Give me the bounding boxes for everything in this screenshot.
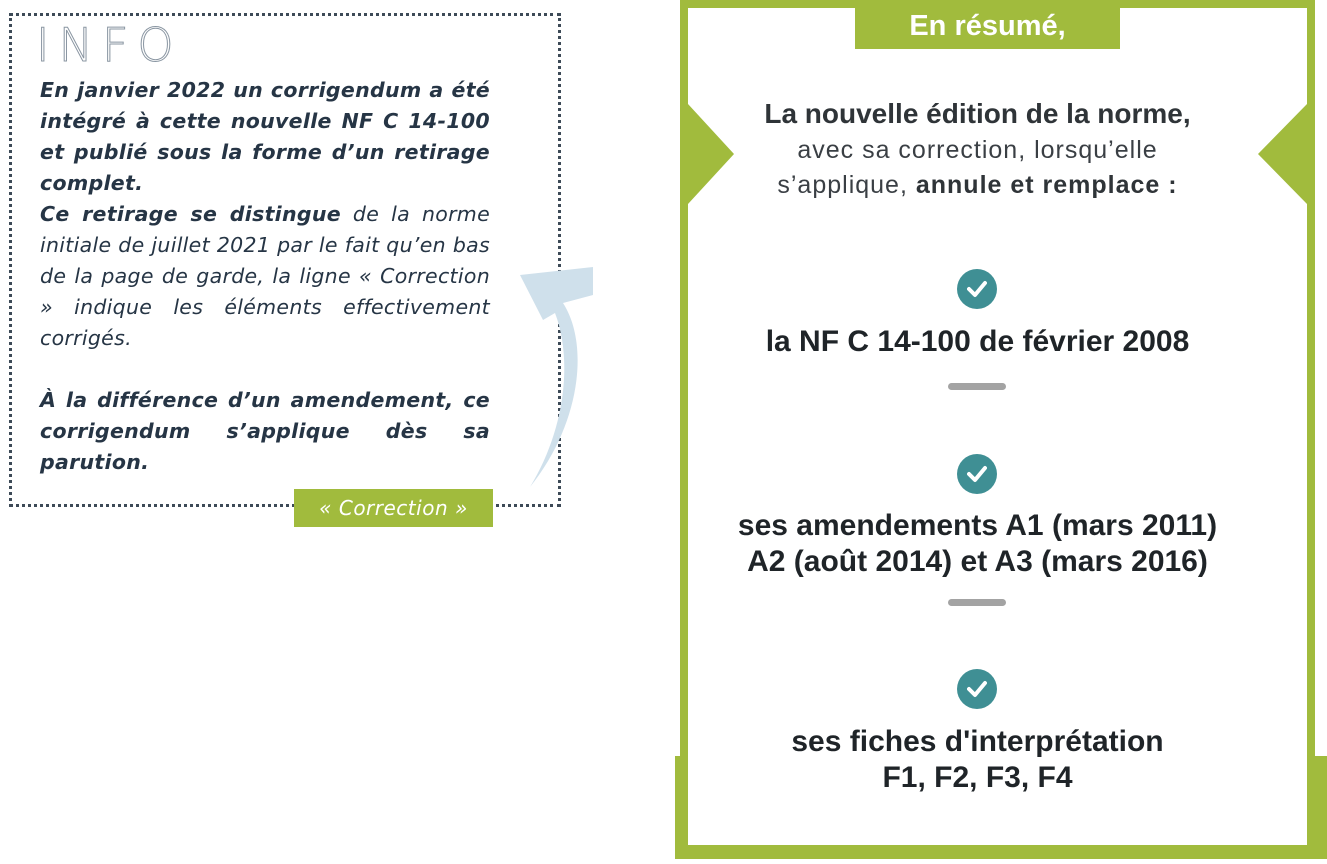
summary-item-2 (700, 508, 1255, 580)
summary-item-3 (700, 724, 1255, 796)
summary-item-3-line-2: F1, F2, F3, F4 (882, 761, 1073, 794)
intro-line-3 (700, 168, 1255, 203)
correction-tag: « Correction » (294, 489, 493, 527)
info-text (40, 75, 490, 478)
summary-heading: En résumé, (855, 4, 1120, 49)
intro-line-3-bold: annule et remplace : (915, 171, 1178, 199)
right-notch (1258, 104, 1307, 204)
summary-item-1-line-1: la NF C 14-100 de février 2008 (765, 325, 1190, 358)
separator (948, 383, 1006, 390)
info-paragraph-2-rest: de la norme initiale de juillet 2021 par le fait qu’en bas de la page de garde, la ligne « Correction » indique les éléments effectivement corrigés. (40, 202, 490, 350)
check-icon (957, 669, 997, 709)
info-title: INFO (36, 18, 183, 72)
info-paragraph-2-bold: Ce retirage se distingue (40, 202, 341, 226)
summary-item-2-line-1: ses amendements A1 (mars 2011) (737, 509, 1218, 542)
separator (948, 599, 1006, 606)
curved-arrow-icon (515, 255, 600, 490)
summary-item-2-line-2: A2 (août 2014) et A3 (mars 2016) (747, 545, 1208, 578)
info-paragraph-2 (40, 199, 490, 354)
check-icon (957, 269, 997, 309)
info-paragraph-3: À la différence d’un amendement, ce corrigendum s’applique dès sa parution. (40, 388, 490, 474)
intro-line-1: La nouvelle édition de la norme, (764, 98, 1191, 129)
intro-line-2: avec sa correction, lorsqu’elle (797, 136, 1158, 164)
summary-item-3-line-1: ses fiches d'interprétation (791, 725, 1164, 758)
summary-intro (700, 95, 1255, 203)
info-paragraph-1: En janvier 2022 un corrigendum a été intégré à cette nouvelle NF C 14-100 et publié sous la forme d’un retirage complet. (40, 78, 490, 195)
intro-line-3-pre: s’applique, (777, 171, 916, 199)
summary-item-1 (700, 324, 1255, 360)
check-icon (957, 454, 997, 494)
